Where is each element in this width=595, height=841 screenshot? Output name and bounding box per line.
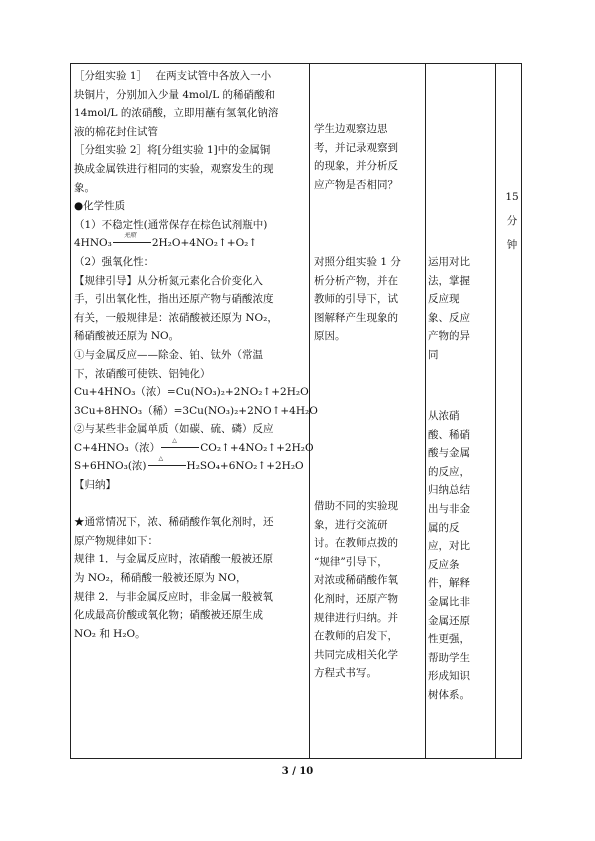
- text-line: “规律”引导下，: [314, 555, 388, 568]
- text-line: 金属还原: [428, 614, 470, 627]
- text-line: ［分组实验 2］将[分组实验 1]中的金属铜: [74, 144, 271, 157]
- reaction-condition: 光照: [123, 232, 136, 240]
- text-line: 对照分组实验 1 分: [314, 256, 401, 268]
- equation-left: 4HNO₃: [74, 237, 112, 250]
- text-line: 液的棉花封住试管: [74, 125, 158, 138]
- reaction-arrow: [160, 436, 200, 458]
- text-line: NO₂ 和 H₂O。: [74, 627, 146, 640]
- lesson-table: [70, 63, 522, 759]
- equation-right: CO₂↑+4NO₂↑+2H₂O: [200, 441, 314, 454]
- reaction-condition: △: [158, 455, 164, 463]
- text-line: 帮助学生: [428, 651, 470, 664]
- text-line: 借助不同的实验现: [314, 500, 398, 512]
- text-line: ★通常情况下，浓、稀硝酸作氧化剂时，还: [74, 516, 274, 529]
- equation-eq1: [74, 234, 300, 253]
- text-line: 手，引出氧化性，指出还原产物与硝酸浓度: [74, 293, 274, 306]
- text-line: ●化学性质: [74, 200, 126, 213]
- text-line: 的反应，: [428, 465, 470, 478]
- text-line: ［分组实验 1］ 在两支试管中各放入一小: [74, 70, 272, 82]
- text-line: 应产物是否相同？: [314, 178, 398, 191]
- text-line: 属的反: [428, 521, 460, 534]
- equation-right: H₂SO₄+6NO₂↑+2H₂O: [186, 460, 304, 473]
- text-line: 方程式书写。: [314, 667, 377, 680]
- text-line: （1）不稳定性(通常保存在棕色试剂瓶中): [74, 218, 268, 231]
- equation-left: S+6HNO₃(浓): [74, 460, 147, 473]
- text-line: 出与非金: [428, 502, 470, 515]
- text-line: 原产物规律如下：: [74, 534, 158, 547]
- text-line: 图解释产生现象的: [314, 311, 398, 324]
- text-line: 从浓硝: [428, 410, 460, 422]
- text-line: 3Cu+8HNO₃（稀）=3Cu(NO₃)₂+2NO↑+4H₂O: [74, 404, 318, 417]
- table-border-bottom: [70, 758, 522, 759]
- page-number: 3 / 10: [281, 766, 314, 777]
- equation-right: 2H₂O+4NO₂↑+O₂↑: [151, 237, 258, 250]
- text-line: 规律 1．与金属反应时，浓硝酸一般被还原: [74, 553, 274, 566]
- text-line: 对浓或稀硝酸作氧: [314, 574, 398, 587]
- text-line: 树体系。: [428, 688, 470, 701]
- text-line: 件，解释: [428, 577, 470, 590]
- student-activity-block-3: [314, 497, 398, 683]
- text-line: 为 NO₂，稀硝酸一般被还原为 NO，: [74, 572, 247, 585]
- text-line: 析分析产物，并在: [314, 274, 398, 287]
- teacher-activity-column: [74, 67, 318, 643]
- text-line: 产物的异: [428, 330, 470, 343]
- text-line: 讨。在教师点拨的: [314, 537, 398, 550]
- table-border-right: [521, 63, 522, 759]
- table-border-top: [70, 63, 522, 64]
- text-line: 酸与金属: [428, 447, 470, 460]
- text-line: 在教师的启发下，: [314, 630, 398, 643]
- text-line: 归纳总结: [428, 484, 470, 497]
- student-activity-block-2: [314, 253, 401, 346]
- text-line: 化成最高价酸或氧化物；硝酸被还原生成: [74, 609, 263, 622]
- text-line: 同: [428, 348, 439, 361]
- text-line: 有关，一般规律是：浓硝酸被还原为 NO₂，: [74, 311, 278, 324]
- text-line: Cu+4HNO₃（浓）=Cu(NO₃)₂+2NO₂↑+2H₂O: [74, 386, 309, 399]
- text-line: 运用对比: [428, 256, 470, 268]
- text-line: 金属比非: [428, 595, 470, 608]
- duration-cell: [504, 185, 520, 257]
- duration-unit-2: 钟: [506, 239, 518, 251]
- student-activity-block-1: [314, 120, 398, 194]
- text-line: 教师的引导下，试: [314, 293, 398, 306]
- text-line: 规律 2．与非金属反应时，非金属一般被氧: [74, 590, 274, 603]
- text-line: 换成金属铁进行相同的实验，观察发生的现: [74, 162, 274, 175]
- equation-eq3: [74, 455, 304, 476]
- text-line: 下，浓硝酸可使铁、铝钝化）: [74, 367, 211, 380]
- text-line: 象、反应: [428, 311, 470, 324]
- text-line: 性更强，: [428, 633, 470, 646]
- equation-eq2: [74, 436, 314, 458]
- table-border-left: [70, 63, 71, 759]
- text-line: 酸、稀硝: [428, 428, 470, 441]
- text-line: 考，并记录观察到: [314, 141, 398, 154]
- text-line: 【归纳】: [74, 479, 116, 492]
- text-line: 规律进行归纳。并: [314, 611, 398, 624]
- text-line: ②与某些非金属单质（如碳、硫、磷）反应: [74, 423, 274, 436]
- text-line: 反应条: [428, 558, 460, 571]
- text-line: 化剂时，还原产物: [314, 592, 398, 605]
- text-line: 象，进行交流研: [314, 518, 388, 531]
- design-intent-block-2: [428, 407, 476, 705]
- reaction-arrow: [147, 457, 187, 476]
- text-line: 学生边观察边思: [314, 123, 388, 135]
- text-line: 的现象，并分析反: [314, 160, 398, 173]
- reaction-condition: △: [172, 436, 177, 444]
- text-line: ①与金属反应——除金、铂、钛外（常温: [74, 348, 263, 361]
- text-line: 【规律引导】从分析氮元素化合价变化入: [74, 274, 263, 287]
- text-line: 象。: [74, 181, 95, 194]
- text-line: 稀硝酸被还原为 NO。: [74, 330, 180, 343]
- duration-number: 15: [505, 191, 519, 203]
- design-intent-block-1: [428, 253, 476, 365]
- column-divider-3: [495, 63, 496, 759]
- text-line: 形成知识: [428, 670, 470, 683]
- text-line: 块铜片，分别加入少量 4mol/L 的稀硝酸和: [74, 88, 276, 101]
- text-line: 14mol/L 的浓硝酸，立即用蘸有氢氧化钠溶: [74, 107, 279, 120]
- text-line: 原因。: [314, 330, 346, 343]
- text-line: 共同完成相关化学: [314, 648, 398, 661]
- text-line: [74, 495, 300, 514]
- equation-left: C+4HNO₃（浓）: [74, 441, 161, 454]
- text-line: 应，对比: [428, 540, 470, 553]
- duration-unit-1: 分: [506, 215, 518, 227]
- reaction-arrow: [112, 234, 152, 253]
- text-line: （2）强氧化性：: [74, 255, 155, 268]
- text-line: 法，掌握: [428, 274, 470, 287]
- text-line: 反应现: [428, 293, 460, 306]
- column-divider-2: [425, 63, 426, 759]
